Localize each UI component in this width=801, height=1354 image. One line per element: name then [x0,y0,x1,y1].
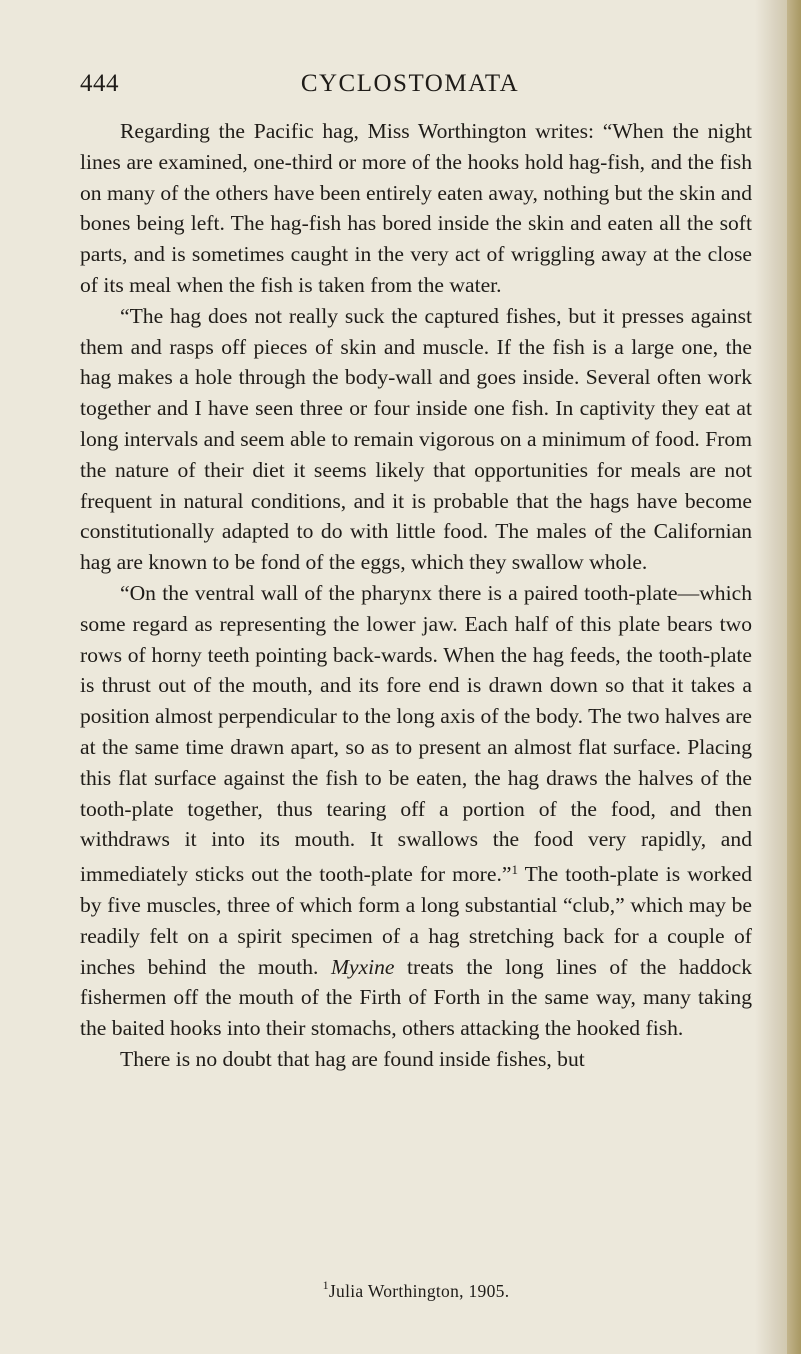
paragraph-1: Regarding the Pacific hag, Miss Worthington writes: “When the night lines are examined, one-third or more of the hooks hold hag-fish, and the fish on many of the others have been entirely eaten away, nothing but the skin and bones being left. The hag-fish has bored inside the skin and eaten all the soft parts, and is sometimes caught in the very act of wriggling away at the close of its meal when the fish is taken from the water. [80,119,752,297]
page-number: 444 [80,70,119,97]
page-edge-binding [787,0,801,1354]
paragraph-3-text-a: “On the ventral wall of the pharynx there is a paired tooth-plate—which some regard as representing the lower jaw. Each half of this plate bears two rows of horny teeth pointing back-wards. When the hag feeds, the tooth-plate is thrust out of the mouth, and its fore end is drawn down so that it takes a position almost perpendicular to the long axis of the body. The two halves are at the same time drawn apart, so as to present an almost flat surface. Placing this flat surface against the fish to be eaten, the hag draws the halves of the tooth-plate together, thus tearing off a portion of the food, and then withdraws it into its mouth. It swallows the food very rapidly, and immediately sticks out the tooth-plate for more.” [80,580,752,887]
paragraph-3-text-b: The tooth-plate is worked by five muscles, three of which form a long substantial “club,” which may be readily felt on a spirit specimen of a hag stretching back for a couple of inches behind the mouth. [80,862,752,979]
footnote-marker: 1 [322,1278,329,1292]
genus-name: Myxine [330,954,395,979]
paragraph-3-text-c: treats the long lines of the haddock fishermen off the mouth of the Firth of Forth in the same way, many taking the baited hooks into their stomachs, others attacking the hooked fish. [80,954,752,1041]
page-header [80,70,740,104]
footnote-reference[interactable]: 1 [511,862,518,878]
footnote [80,1278,752,1302]
paragraph-2: “The hag does not really suck the captured fishes, but it presses against them and rasps off pieces of skin and muscle. If the fish is a large one, the hag makes a hole through the body-wall and goes inside. Several often work together and I have seen three or four inside one fish. In captivity they eat at long intervals and seem able to remain vigorous on a minimum of food. From the nature of their diet it seems likely that opportunities for meals are not frequent in natural conditions, and it is probable that the hags have become constitutionally adapted to do with little food. The males of the Californian hag are known to be fond of the eggs, which they swallow whole. [80,303,752,575]
paragraph-4: There is no doubt that hag are found inside fishes, but [120,1046,585,1071]
footnote-text: Julia Worthington, 1905. [328,1281,510,1301]
body-text [80,116,752,1075]
running-title: CYCLOSTOMATA [300,70,520,97]
paragraph-3 [80,578,752,1044]
